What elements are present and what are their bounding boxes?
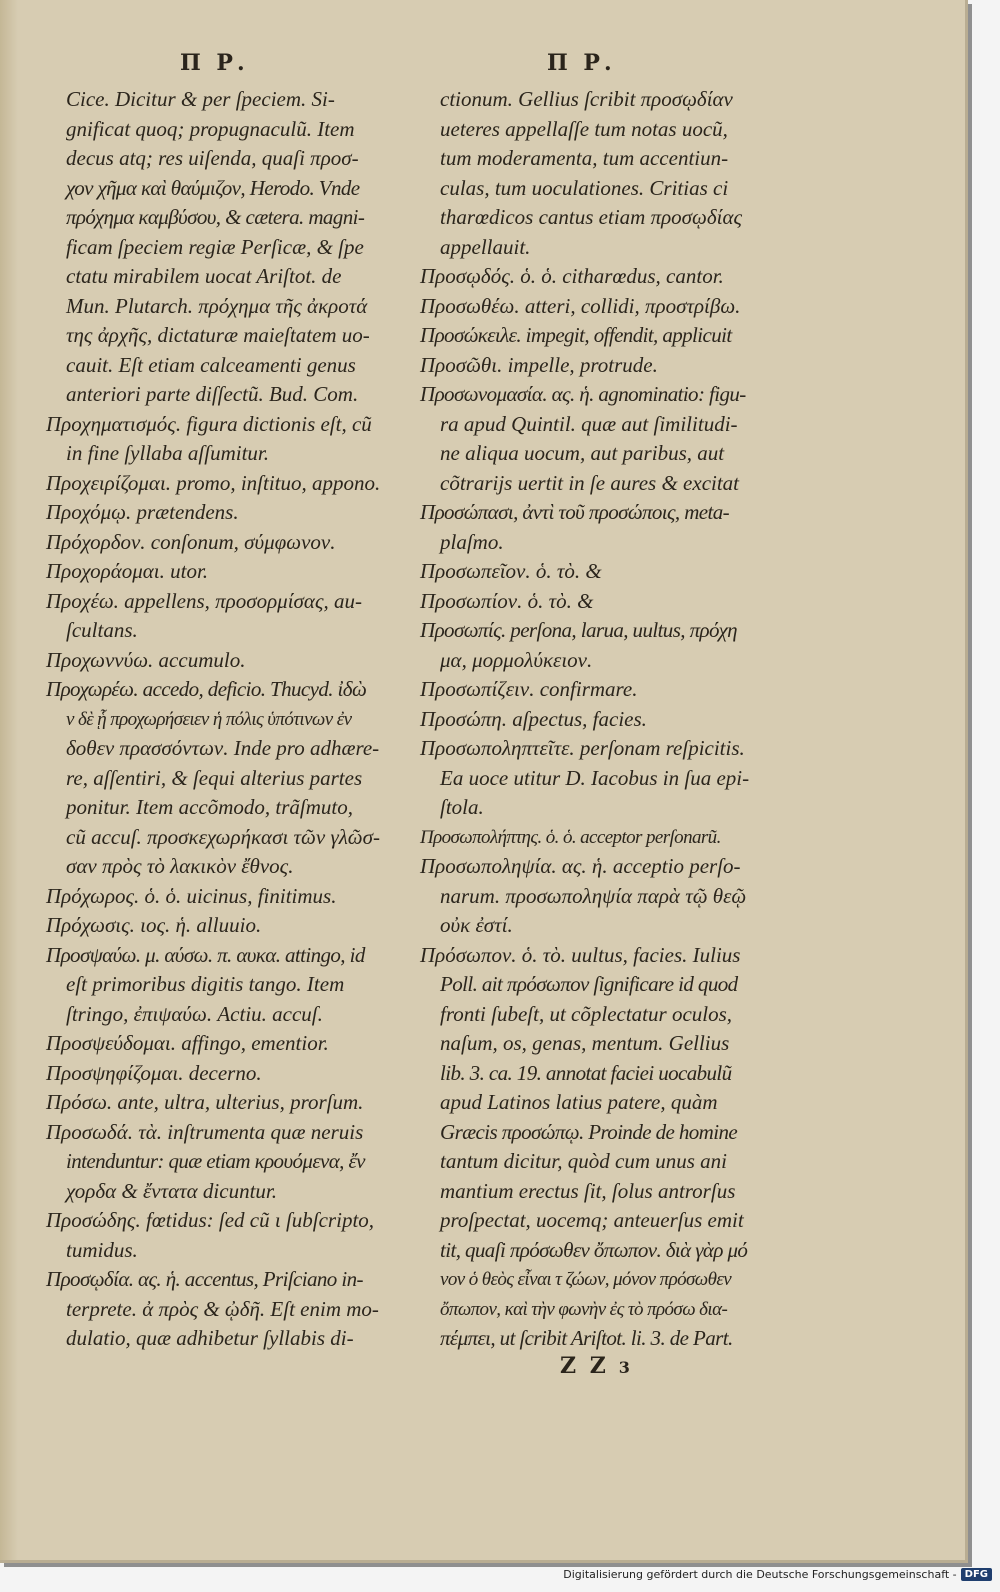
signature-mark [560,1353,633,1379]
text-line: δοθεν πρασσόντων. Inde pro adhære- [66,736,380,760]
entry-headword-line: Προχωρέω. accedo, deficio. Thucyd. ἰδὼ [46,677,367,701]
text-line: Mun. Plutarch. πρόχημα τῆς ἀκροτά [66,293,368,318]
text-line: mantium erectus ſit, ſolus antrorſus [440,1178,736,1203]
text-line: apud Latinos latius patere, quàm [440,1090,718,1114]
entry-headword-line: Προσψεύδομαι. affingo, ementior. [46,1031,329,1055]
text-line: ctionum. Gellius ſcribit προσῳδίαν [440,87,733,111]
digitization-footer [563,1568,992,1581]
entry-headword-line: Πρόχωσις. ιος. ἡ. alluuio. [46,913,262,937]
entry-headword-line: Προσῶθι. impelle, protrude. [420,352,658,377]
text-line: Ea uoce utitur D. Iacobus in ſua epi- [440,765,750,790]
entry-headword-line: Προχέω. appellens, προσορμίσας, au- [46,588,362,613]
entry-headword-line: Προχωννύω. accumulo. [46,647,246,672]
text-line: πέμπει, ut ſcribit Ariſtot. li. 3. de Part. [440,1326,733,1350]
signature-number: 3 [618,1358,633,1377]
text-line: πρόχημα καμβύσου, & cætera. magni- [66,205,365,229]
entry-headword-line: Προσώδης. fœtidus: ſed cũ ι ſubſcripto, [46,1208,375,1232]
entry-headword-line: Πρόσωπον. ὁ. τὸ. uultus, facies. Iulius [420,942,741,967]
entry-headword-line: Προσῳδός. ὁ. ὁ. citharœdus, cantor. [420,264,724,288]
entry-headword-line: Προσῳδία. ας. ἡ. accentus, Priſciano in- [46,1267,363,1291]
entry-headword-line: Προσώπη. aſpectus, facies. [420,706,647,731]
left-running-head: Π Ρ. [180,50,249,76]
entry-headword-line: Προχόμῳ. prætendens. [46,500,239,524]
text-line: lib. 3. ca. 19. annotat faciei uocabulũ [440,1060,732,1085]
left-text-column [46,85,381,1354]
text-line: cũ accuſ. προσκεχωρήκασι τῶν γλῶσ- [66,824,380,849]
text-line: μα, μορμολύκειον. [440,647,593,672]
text-line: ficam ſpeciem regiæ Perſicæ, & ſpe [66,234,364,259]
text-line: anteriori parte diſſectũ. Bud. Com. [66,382,359,406]
text-line: Cice. Dicitur & per ſpeciem. Si- [66,87,335,111]
entry-headword-line: Πρόχορδον. conſonum, σύμφωνον. [46,529,336,554]
text-line: ponitur. Item accõmodo, trãſmuto, [66,795,353,819]
text-line: tit, quaſi πρόσωθεν ὄπωπον. διὰ γὰρ μό [440,1237,748,1262]
text-line: tum moderamenta, tum accentiun- [440,146,729,170]
entry-headword-line: Προσωθέω. atteri, collidi, προστρίβω. [420,293,741,318]
text-line: decus atq; res uiſenda, quaſi προσ- [66,146,359,170]
entry-headword-line: Προσωποληπτεῖτε. perſonam reſpicitis. [420,736,745,760]
text-line: νον ὁ θεὸς εἶναι τ ζώων, μόνον πρόσωθεν [440,1269,732,1290]
text-line: eſt primoribus digitis tango. Item [66,972,345,996]
text-line: terprete. ἀ πρὸς & ᾠδῆ. Eſt enim mo- [66,1296,379,1321]
entry-headword-line: Προσωπίον. ὁ. τὸ. & [420,588,594,613]
signature-letters: Z Z [560,1353,609,1379]
text-line: ſtringo, ἐπιψαύω. Actiu. accuſ. [66,1001,323,1026]
text-line: intenduntur: quæ etiam κρουόμενα, ἔν [66,1149,365,1173]
entry-headword-line: Προσωποληψία. ας. ἡ. acceptio perſo- [420,854,741,878]
text-line: proſpectat, uocemq; anteuerſus emit [440,1208,744,1232]
entry-headword-line: Προσωπεῖον. ὁ. τὸ. & [420,559,602,583]
entry-headword-line: Προσψηφίζομαι. decerno. [46,1060,262,1085]
text-line: tantum dicitur, quòd cum unus ani [440,1149,727,1173]
entry-headword-line: Προσώκειλε. impegit, offendit, applicuit [420,323,732,347]
entry-headword-line: Προχηματισμός. figura dictionis eſt, cũ [46,411,372,436]
text-line: χον χῆμα καὶ θαύμιζον, Herodo. Vnde [66,175,360,200]
entry-headword-line: Προσώπασι, ἀντὶ τοῦ προσώποις, meta- [420,500,730,524]
entry-headword-line: Πρόσω. ante, ultra, ulterius, prorſum. [46,1090,364,1114]
text-line: ν δὲ ᾗ προχωρήσειεν ἡ πόλις ὑπότινων ἐν [66,708,352,730]
text-line: tumidus. [66,1237,138,1262]
text-line: in fine ſyllaba aſſumitur. [66,441,269,465]
right-text-column [420,85,750,1354]
text-line: της ἀρχῆς, dictaturæ maieſtatem uo- [66,323,370,347]
text-line: tharœdicos cantus etiam προσῳδίας [440,205,742,229]
text-line: οὐκ ἐστί. [440,913,513,937]
entry-headword-line: Προχοράομαι. utor. [46,559,209,583]
entry-headword-line: Προσωδά. τὰ. inſtrumenta quæ neruis [46,1119,364,1144]
entry-headword-line: Προσωπίς. perſona, larua, uultus, πρόχη [420,618,737,642]
text-line: plaſmo. [440,529,504,554]
text-line: ne aliqua uocum, aut paribus, aut [440,441,725,465]
gutter-shadow [0,0,18,1560]
footer-text: Digitalisierung gefördert durch die Deutsche Forschungsgemeinschaft - [563,1568,957,1581]
entry-headword-line: Προσωνομασία. ας. ἡ. agnominatio: figu- [420,382,746,406]
text-line: ſtola. [440,795,484,819]
entry-headword-line: Προχειρίζομαι. promo, inſtituo, appono. [46,470,381,495]
dfg-logo: DFG [961,1568,992,1581]
text-line: re, aſſentiri, & ſequi alterius partes [66,765,363,790]
entry-headword-line: Προσψαύω. μ. αύσω. π. αυκα. attingo, id [46,942,365,967]
text-line: cõtrarijs uertit in ſe aures & excitat [440,470,740,495]
text-line: ὄπωπον, καὶ τὴν φωνὴν ἐς τὸ πρόσω δια- [440,1298,728,1320]
text-line: Poll. ait πρόσωπον ſignificare id quod [440,972,738,996]
text-line: Græcis προσώπῳ. Proinde de homine [440,1119,738,1144]
entry-headword-line: Πρόχωρος. ὁ. ὁ. uicinus, finitimus. [46,883,337,908]
text-line: χορδα & ἔντατα dicuntur. [66,1178,278,1203]
text-line: cauit. Eſt etiam calceamenti genus [66,352,356,377]
text-line: gnificat quoq; propugnaculũ. Item [66,116,355,141]
text-line: fronti ſubeſt, ut cõplectatur oculos, [440,1001,733,1026]
text-line: dulatio, quæ adhibetur ſyllabis di- [66,1326,354,1350]
text-line: culas, tum uoculationes. Critias ci [440,175,729,200]
entry-headword-line: Προσωπίζειν. confirmare. [420,677,638,701]
text-line: ra apud Quintil. quæ aut ſimilitudi- [440,411,738,436]
text-line: appellauit. [440,234,531,259]
text-line: narum. προσωποληψία παρὰ τῷ θεῷ [440,883,747,908]
entry-headword-line: Προσωπολήπτης. ὁ. ὁ. acceptor perſonarũ. [420,826,721,848]
right-running-head: Π Ρ. [547,50,616,76]
text-line: ſcultans. [66,618,138,642]
text-line: naſum, os, genas, mentum. Gellius [440,1031,730,1055]
text-line: σαν πρὸς τὸ λακικὸν ἔθνος. [66,854,294,878]
text-line: ueteres appellaſſe tum notas uocũ, [440,116,728,141]
text-line: ctatu mirabilem uocat Ariſtot. de [66,264,342,288]
